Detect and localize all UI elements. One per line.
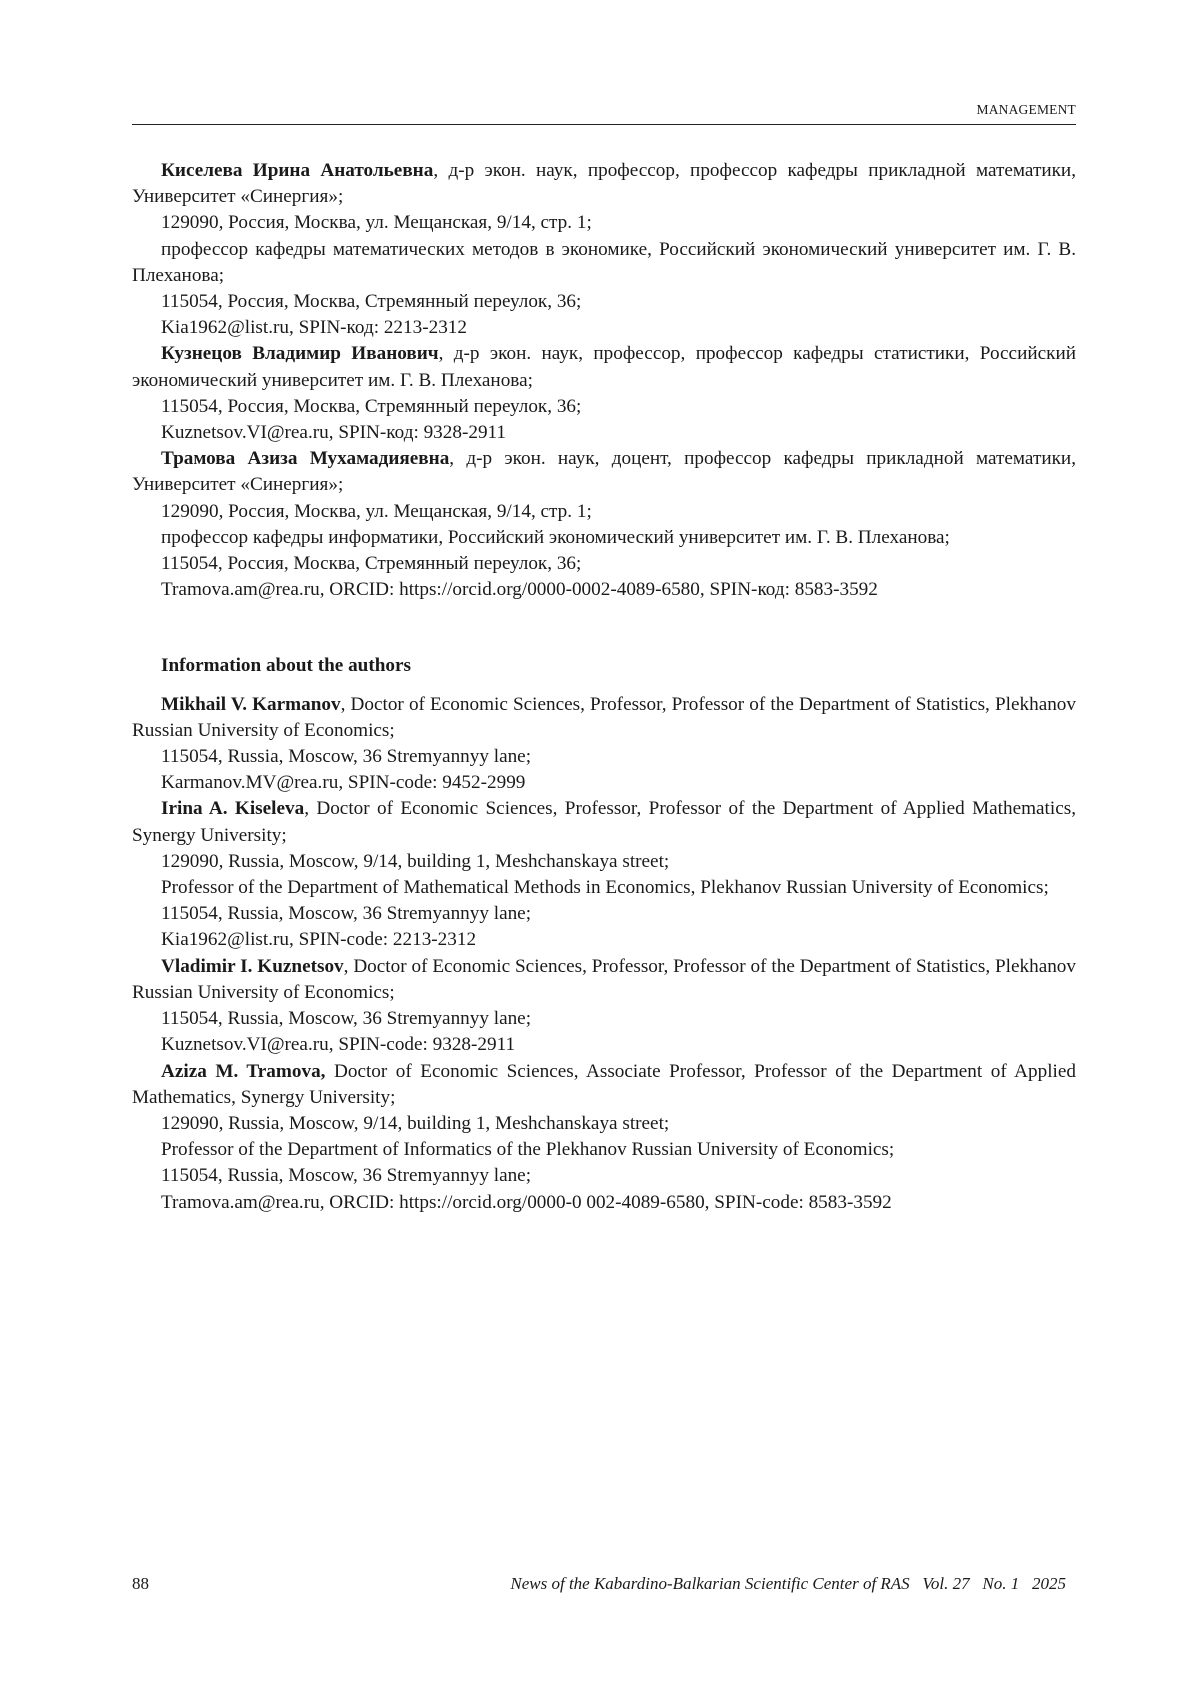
author-affiliation: Professor of the Department of Mathematical Methods in Economics, Plekhanov Russian University of Economics;	[132, 875, 1076, 901]
author-address: 115054, Russia, Moscow, 36 Stremyannyy lane;	[132, 1006, 1076, 1032]
author-contact: Karmanov.MV@rea.ru, SPIN-code: 9452-2999	[132, 770, 1076, 796]
page-number: 88	[132, 1574, 149, 1594]
author-affiliation: профессор кафедры математических методов в экономике, Российский экономический университет им. Г. В. Плеханова;	[132, 237, 1076, 289]
en-author-karmanov	[132, 692, 1076, 744]
author-contact: Tramova.am@rea.ru, ORCID: https://orcid.org/0000-0002-4089-6580, SPIN-код: 8583-3592	[132, 577, 1076, 603]
author-name: Трамова Азиза Мухамадияевна	[161, 448, 449, 469]
author-address: 129090, Russia, Moscow, 9/14, building 1, Meshchanskaya street;	[132, 849, 1076, 875]
author-address: 115054, Россия, Москва, Стремянный переулок, 36;	[132, 394, 1076, 420]
author-name: Irina A. Kiseleva	[161, 798, 304, 819]
author-name: Aziza M. Tramova,	[161, 1061, 325, 1082]
author-name: Mikhail V. Karmanov	[161, 694, 341, 715]
section-title: Information about the authors	[132, 653, 1076, 679]
author-name: Vladimir I. Kuznetsov	[161, 956, 344, 977]
running-header: MANAGEMENT	[132, 102, 1076, 125]
author-affiliation: , д-р экон. наук, доцент, профессор кафедры прикладной математики, Университет «Синергия»;	[132, 448, 1076, 495]
author-contact: Kuznetsov.VI@rea.ru, SPIN-код: 9328-2911	[132, 420, 1076, 446]
ru-author-kiseleva	[132, 158, 1076, 210]
author-address: 115054, Россия, Москва, Стремянный переулок, 36;	[132, 551, 1076, 577]
author-address: 115054, Russia, Moscow, 36 Stremyannyy lane;	[132, 1163, 1076, 1189]
journal-citation: News of the Kabardino-Balkarian Scientific Center of RAS Vol. 27 No. 1 2025	[510, 1574, 1066, 1594]
author-address: 115054, Russia, Moscow, 36 Stremyannyy lane;	[132, 901, 1076, 927]
author-affiliation: Professor of the Department of Informatics of the Plekhanov Russian University of Economics;	[132, 1137, 1076, 1163]
author-address: 115054, Россия, Москва, Стремянный переулок, 36;	[132, 289, 1076, 315]
author-affiliation: , д-р экон. наук, профессор, профессор кафедры статистики, Российский экономический университет им. Г. В. Плеханова;	[132, 343, 1076, 390]
author-address: 115054, Russia, Moscow, 36 Stremyannyy lane;	[132, 744, 1076, 770]
author-affiliation: , Doctor of Economic Sciences, Professor, Professor of the Department of Statistics, Plekhanov Russian University of Economics;	[132, 694, 1076, 741]
author-contact: Kuznetsov.VI@rea.ru, SPIN-code: 9328-2911	[132, 1032, 1076, 1058]
author-contact: Tramova.am@rea.ru, ORCID: https://orcid.org/0000-0 002-4089-6580, SPIN-code: 8583-3592	[132, 1190, 1076, 1216]
author-affiliation: Doctor of Economic Sciences, Associate Professor, Professor of the Department of Applied Mathematics, Synergy University;	[132, 1061, 1076, 1108]
author-address: 129090, Russia, Moscow, 9/14, building 1, Meshchanskaya street;	[132, 1111, 1076, 1137]
author-affiliation: , Doctor of Economic Sciences, Professor, Professor of the Department of Statistics, Plekhanov Russian University of Economics;	[132, 956, 1076, 1003]
author-name: Кузнецов Владимир Иванович	[161, 343, 439, 364]
author-affiliation: профессор кафедры информатики, Российский экономический университет им. Г. В. Плеханова;	[132, 525, 1076, 551]
en-author-kiseleva	[132, 796, 1076, 848]
author-affiliation: , Doctor of Economic Sciences, Professor, Professor of the Department of Applied Mathematics, Synergy University;	[132, 798, 1076, 845]
author-address: 129090, Россия, Москва, ул. Мещанская, 9/14, стр. 1;	[132, 210, 1076, 236]
en-author-kuznetsov	[132, 954, 1076, 1006]
author-contact: Kia1962@list.ru, SPIN-код: 2213-2312	[132, 315, 1076, 341]
author-address: 129090, Россия, Москва, ул. Мещанская, 9/14, стр. 1;	[132, 499, 1076, 525]
ru-author-tramova	[132, 446, 1076, 498]
ru-author-kuznetsov	[132, 341, 1076, 393]
page-content	[132, 158, 1076, 1216]
en-author-tramova	[132, 1059, 1076, 1111]
section-spacer	[132, 603, 1076, 653]
author-contact: Kia1962@list.ru, SPIN-code: 2213-2312	[132, 927, 1076, 953]
author-name: Киселева Ирина Анатольевна	[161, 160, 433, 181]
author-affiliation: , д-р экон. наук, профессор, профессор кафедры прикладной математики, Университет «Синергия»;	[132, 160, 1076, 207]
